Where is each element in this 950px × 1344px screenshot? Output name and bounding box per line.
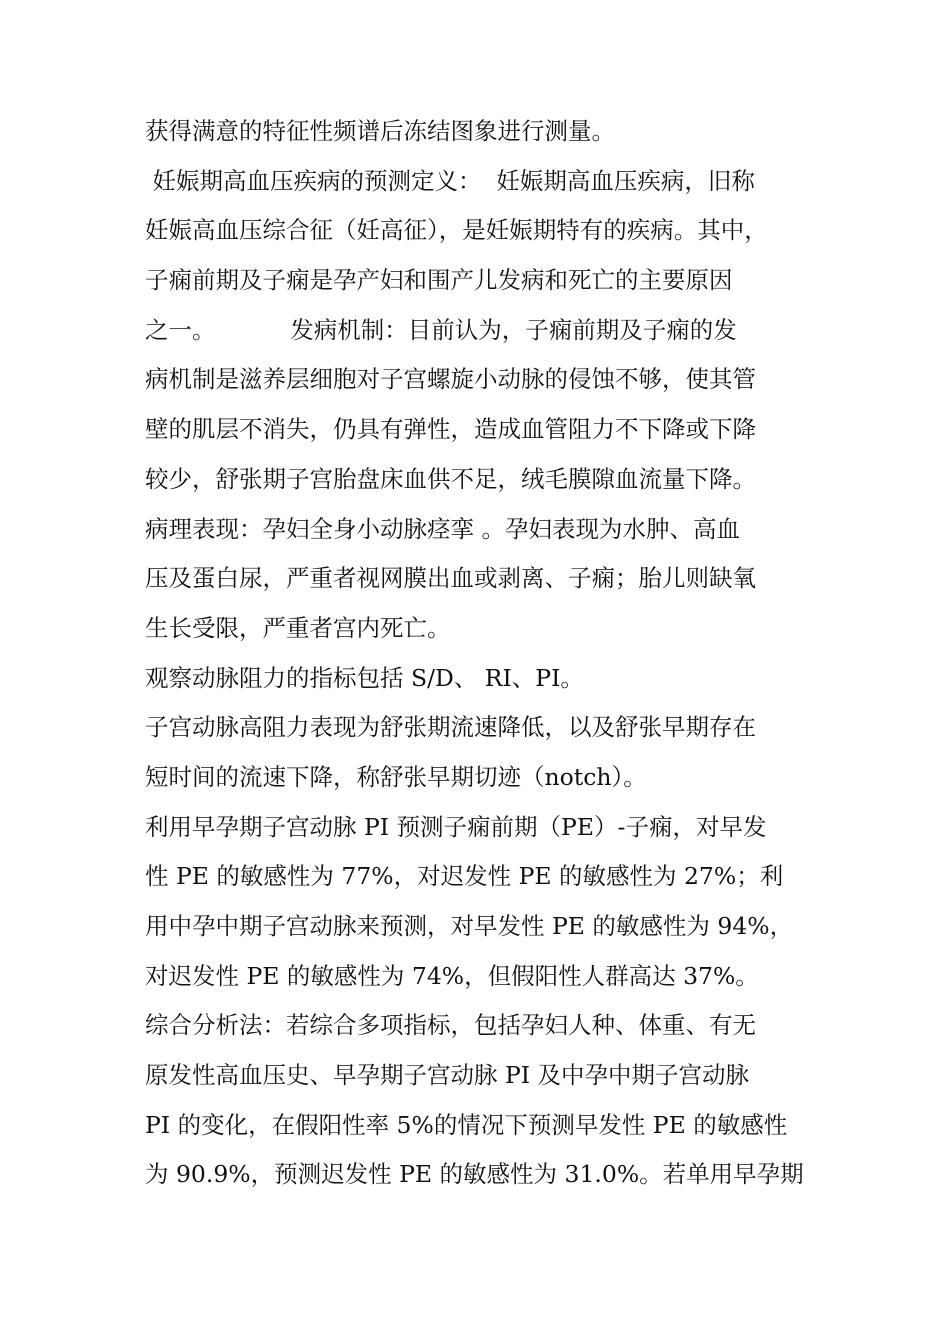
text-line-21: PI 的变化，在假阳性率 5%的情况下预测早发性 PE 的敏感性 bbox=[145, 1110, 788, 1139]
text-line-19: 综合分析法：若综合多项指标，包括孕妇人种、体重、有无 bbox=[145, 1011, 756, 1040]
text-line-12: 观察动脉阻力的指标包括 S/D、 RI、PI。 bbox=[145, 663, 584, 692]
text-line-2: 妊娠期高血压疾病的预测定义： 妊娠期高血压疾病，旧称 bbox=[145, 166, 755, 195]
text-line-15: 利用早孕期子宫动脉 PI 预测子痫前期（PE）-子痫，对早发 bbox=[145, 812, 767, 841]
text-line-18: 对迟发性 PE 的敏感性为 74%，但假阳性人群高达 37%。 bbox=[145, 961, 759, 990]
text-line-16: 性 PE 的敏感性为 77%，对迟发性 PE 的敏感性为 27%；利 bbox=[145, 862, 784, 891]
text-line-14: 短时间的流速下降，称舒张早期切迹（notch）。 bbox=[145, 762, 647, 791]
text-line-10: 压及蛋白尿，严重者视网膜出血或剥离、子痫；胎儿则缺氧 bbox=[145, 564, 756, 593]
text-line-3: 妊娠高血压综合征（妊高征），是妊娠期特有的疾病。其中， bbox=[145, 216, 768, 245]
text-line-8: 较少，舒张期子宫胎盘床血供不足，绒毛膜隙血流量下降。 bbox=[145, 464, 756, 493]
text-line-20: 原发性高血压史、早孕期子宫动脉 PI 及中孕中期子宫动脉 bbox=[145, 1061, 750, 1090]
text-line-9: 病理表现：孕妇全身小动脉痉挛 。孕妇表现为水肿、高血 bbox=[145, 514, 740, 543]
text-line-5: 之一。 发病机制：目前认为，子痫前期及子痫的发 bbox=[145, 315, 737, 344]
document-body bbox=[145, 107, 810, 1200]
text-line-4: 子痫前期及子痫是孕产妇和围产儿发病和死亡的主要原因 bbox=[145, 266, 733, 295]
text-line-1: 获得满意的特征性频谱后冻结图象进行测量。 bbox=[145, 117, 615, 145]
text-line-11: 生长受限，严重者宫内死亡。 bbox=[145, 613, 451, 642]
text-line-22: 为 90.9%，预测迟发性 PE 的敏感性为 31.0%。若单用早孕期 bbox=[145, 1160, 804, 1189]
text-line-17: 用中孕中期子宫动脉来预测，对早发性 PE 的敏感性为 94%， bbox=[145, 912, 794, 940]
text-line-13: 子宫动脉高阻力表现为舒张期流速降低，以及舒张早期存在 bbox=[145, 713, 756, 742]
text-line-6: 病机制是滋养层细胞对子宫螺旋小动脉的侵蚀不够，使其管 bbox=[145, 365, 756, 394]
text-line-7: 壁的肌层不消失，仍具有弹性，造成血管阻力不下降或下降 bbox=[145, 415, 756, 444]
